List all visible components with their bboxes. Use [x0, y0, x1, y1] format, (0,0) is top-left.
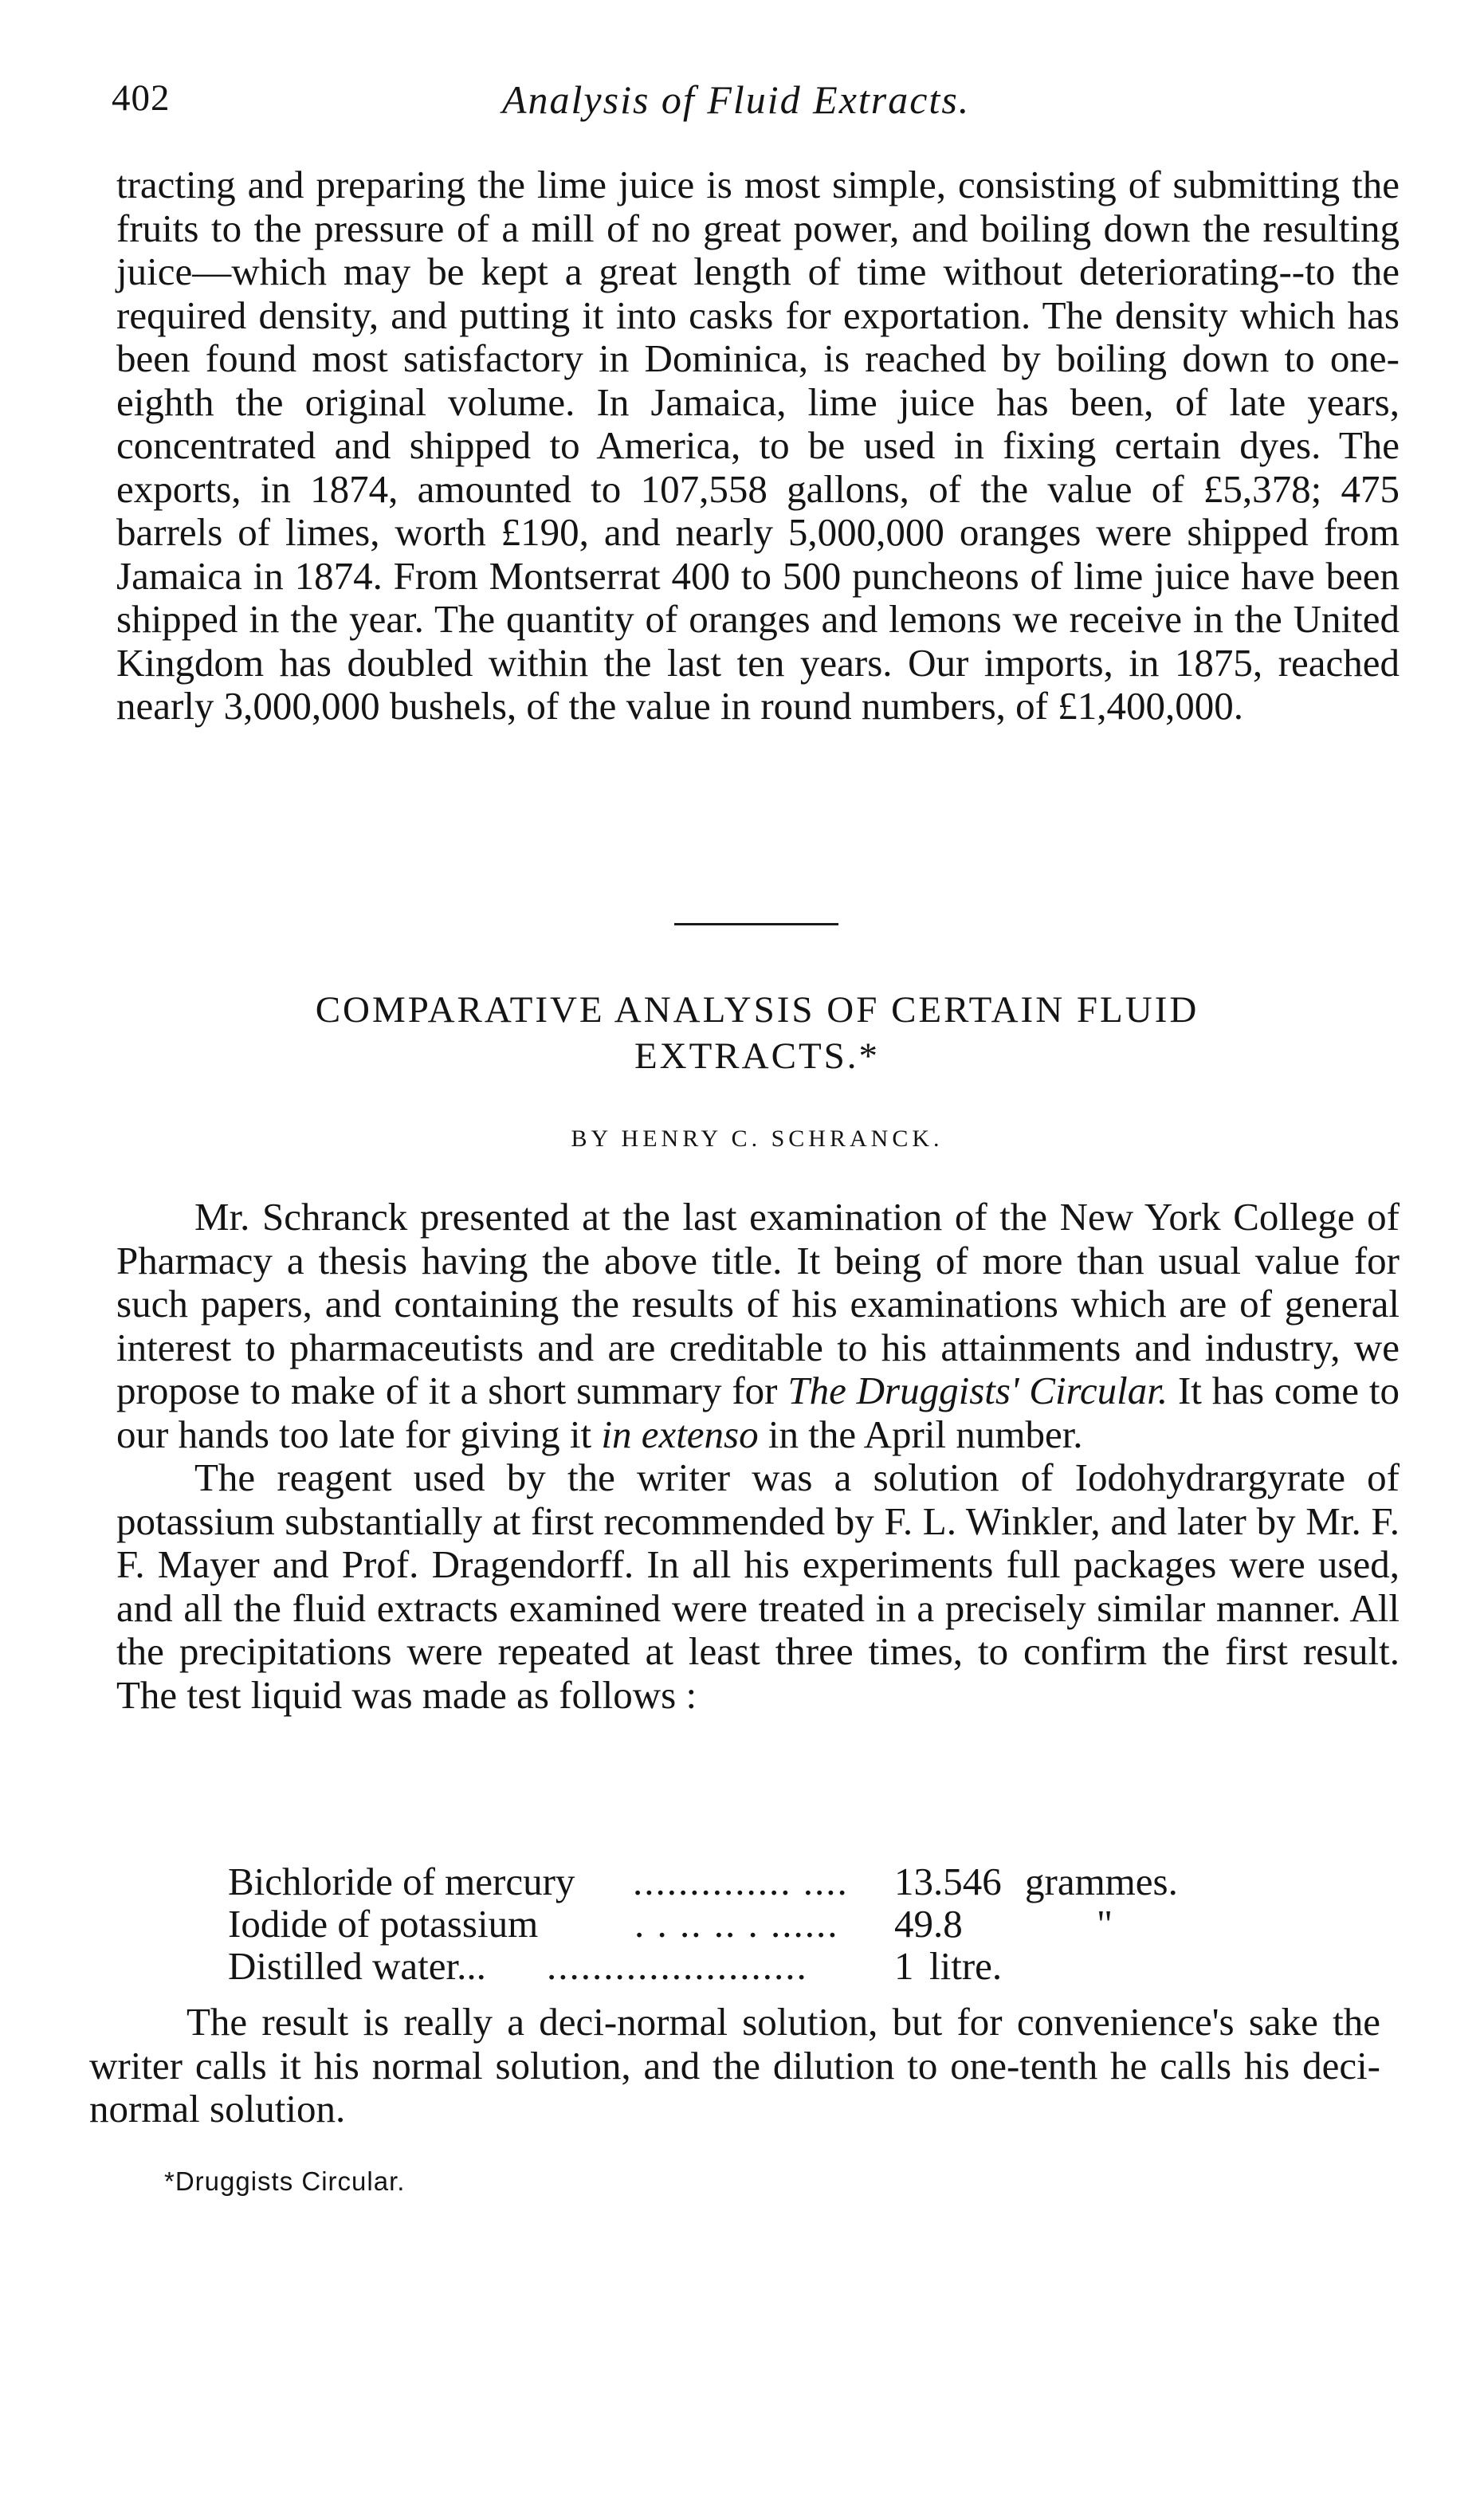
- recipe-row: [228, 1860, 1264, 1903]
- ingredient-unit: grammes.: [1025, 1860, 1178, 1903]
- ingredient-name: Iodide of potassium: [228, 1902, 539, 1946]
- ingredient-quantity: 13.546: [894, 1860, 1002, 1903]
- continued-paragraph: tracting and preparing the lime juice is most simple, consisting of submitting the fruits to the pressure of a mill of no great power, and boiling down the resulting juice—which may be kept a great length of time without deteriorating--to the required density, and putting it into casks for exportation. The density which has been found most satisfactory in Dominica, is reached by boiling down to one-eighth the original volume. In Jamaica, lime juice has been, of late years, concentrated and shipped to America, to be used in fixing certain dyes. The exports, in 1874, amounted to 107,558 gallons, of the value of £5,378; 475 barrels of limes, worth £190, and nearly 5,000,000 oranges were shipped from Jamaica in 1874. From Montserrat 400 to 500 puncheons of lime juice have been shipped in the year. The quantity of oranges and lemons we receive in the United Kingdom has doubled within the last ten years. Our imports, in 1875, reached nearly 3,000,000 bushels, of the value in round numbers, of £1,400,000.: [116, 163, 1400, 728]
- test-liquid-recipe: [228, 1860, 1264, 1987]
- leader-dots: . . .. .. . ......: [634, 1902, 839, 1946]
- ditto-mark: ": [1097, 1902, 1113, 1946]
- journal-title: The Druggists' Circular.: [787, 1369, 1168, 1412]
- article-body: [116, 1196, 1400, 1717]
- paragraph-3: The result is really a deci-normal solution, but for convenience's sake the writer calls it his normal solution, and the dilution to one-tenth he calls his deci-normal solution.: [89, 2000, 1380, 2131]
- paragraph-1-text-b: It has come to our hands too late for giving it: [116, 1369, 1400, 1456]
- article-byline: BY HENRY C. SCHRANCK.: [571, 1125, 944, 1152]
- ingredient-name: Bichloride of mercury: [228, 1860, 575, 1903]
- footnote: *Druggists Circular.: [164, 2166, 406, 2196]
- ingredient-unit: litre.: [929, 1944, 1003, 1988]
- article-title: [112, 987, 1403, 1079]
- paragraph-1-text-c: in the April number.: [758, 1412, 1083, 1456]
- recipe-row: [228, 1903, 1264, 1945]
- leader-dots: .......................: [547, 1944, 808, 1988]
- page-number: 402: [112, 77, 171, 119]
- continued-paragraph-block: [116, 163, 1400, 729]
- ingredient-quantity: 49.8: [894, 1902, 963, 1946]
- leader-dots: .............. ....: [633, 1860, 849, 1903]
- latin-phrase: in extenso: [601, 1412, 759, 1456]
- article-title-line-2: EXTRACTS.*: [634, 1035, 881, 1077]
- section-divider: [674, 923, 838, 925]
- article-title-line-1: COMPARATIVE ANALYSIS OF CERTAIN FLUID: [315, 989, 1199, 1031]
- ingredient-quantity: 1: [894, 1944, 914, 1988]
- running-title: Analysis of Fluid Extracts.: [502, 77, 971, 122]
- ingredient-name: Distilled water...: [228, 1944, 486, 1988]
- page-header: [112, 77, 1403, 132]
- closing-paragraph-block: [89, 2001, 1380, 2131]
- recipe-row: [228, 1945, 1264, 1987]
- paragraph-2: The reagent used by the writer was a solution of Iodohydrargyrate of potassium substantially at first recommended by F. L. Winkler, and later by Mr. F. F. Mayer and Prof. Dragendorff. In all his experiments full packages were used, and all the fluid extracts examined were treated in a precisely similar manner. All the precipitations were repeated at least three times, to confirm the first result. The test liquid was made as follows :: [116, 1455, 1400, 1717]
- paragraph-1: [116, 1196, 1400, 1456]
- paragraph-1-text-a: Mr. Schranck presented at the last examination of the New York College of Pharmacy a thesis having the above title. It being of more than usual value for such papers, and containing the results of his examinations which are of general interest to pharmaceutists and are creditable to his attainments and industry, we propose to make of it a short summary for: [116, 1195, 1400, 1412]
